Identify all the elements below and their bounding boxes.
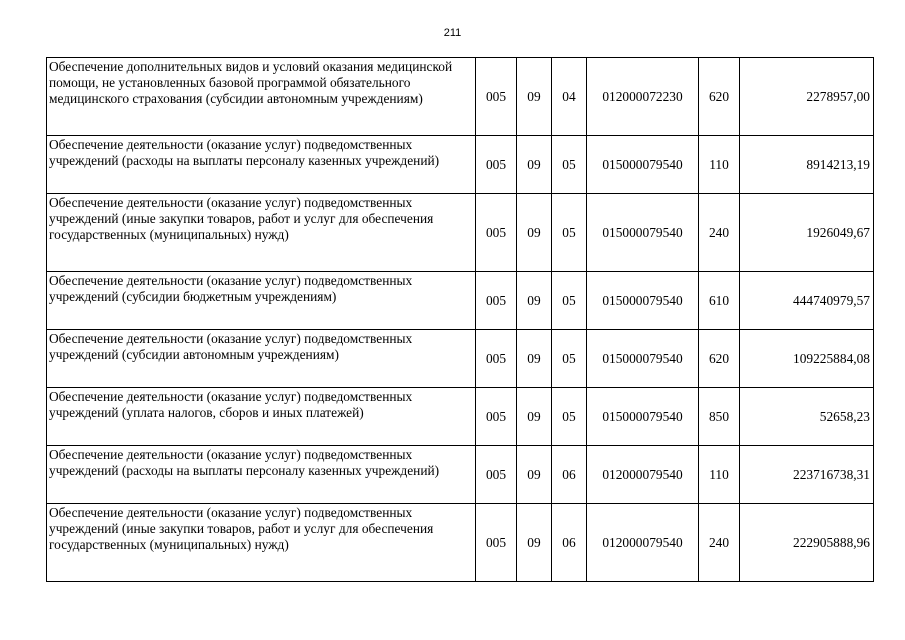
row-section-code: 09 <box>517 272 552 330</box>
page-number: 211 <box>443 27 462 39</box>
row-expense-type-code: 110 <box>699 446 740 504</box>
row-description: Обеспечение деятельности (оказание услуг) подведомственных учреждений (субсидии автономным учреждениям) <box>47 330 476 388</box>
row-amount: 444740979,57 <box>740 272 874 330</box>
row-subsection-code: 05 <box>552 330 587 388</box>
row-target-article-code: 015000079540 <box>587 388 699 446</box>
row-ved-code: 005 <box>476 504 517 582</box>
row-amount: 222905888,96 <box>740 504 874 582</box>
table-row <box>47 388 874 446</box>
row-amount: 2278957,00 <box>740 58 874 136</box>
row-subsection-code: 04 <box>552 58 587 136</box>
row-target-article-code: 012000079540 <box>587 446 699 504</box>
row-amount: 8914213,19 <box>740 136 874 194</box>
row-expense-type-code: 620 <box>699 58 740 136</box>
table-row <box>47 272 874 330</box>
row-subsection-code: 05 <box>552 194 587 272</box>
row-section-code: 09 <box>517 446 552 504</box>
row-expense-type-code: 610 <box>699 272 740 330</box>
row-section-code: 09 <box>517 504 552 582</box>
table-row <box>47 330 874 388</box>
row-ved-code: 005 <box>476 194 517 272</box>
row-section-code: 09 <box>517 136 552 194</box>
row-ved-code: 005 <box>476 136 517 194</box>
row-target-article-code: 015000079540 <box>587 136 699 194</box>
row-target-article-code: 015000079540 <box>587 330 699 388</box>
row-section-code: 09 <box>517 330 552 388</box>
row-ved-code: 005 <box>476 446 517 504</box>
row-description: Обеспечение деятельности (оказание услуг) подведомственных учреждений (субсидии бюджетным учреждениям) <box>47 272 476 330</box>
row-description: Обеспечение деятельности (оказание услуг) подведомственных учреждений (уплата налогов, сборов и иных платежей) <box>47 388 476 446</box>
row-subsection-code: 05 <box>552 388 587 446</box>
row-expense-type-code: 240 <box>699 194 740 272</box>
table-row <box>47 194 874 272</box>
row-target-article-code: 015000079540 <box>587 272 699 330</box>
row-description: Обеспечение дополнительных видов и условий оказания медицинской помощи, не установленных базовой программой обязательного медицинского страхования (субсидии автономным учреждениям) <box>47 58 476 136</box>
row-ved-code: 005 <box>476 58 517 136</box>
row-expense-type-code: 110 <box>699 136 740 194</box>
table-row <box>47 446 874 504</box>
row-section-code: 09 <box>517 58 552 136</box>
row-target-article-code: 012000079540 <box>587 504 699 582</box>
row-expense-type-code: 240 <box>699 504 740 582</box>
row-target-article-code: 012000072230 <box>587 58 699 136</box>
row-section-code: 09 <box>517 388 552 446</box>
table-row <box>47 504 874 582</box>
row-amount: 109225884,08 <box>740 330 874 388</box>
row-amount: 52658,23 <box>740 388 874 446</box>
row-subsection-code: 06 <box>552 446 587 504</box>
row-section-code: 09 <box>517 194 552 272</box>
row-subsection-code: 05 <box>552 272 587 330</box>
row-ved-code: 005 <box>476 330 517 388</box>
row-expense-type-code: 620 <box>699 330 740 388</box>
row-amount: 1926049,67 <box>740 194 874 272</box>
row-description: Обеспечение деятельности (оказание услуг) подведомственных учреждений (иные закупки товаров, работ и услуг для обеспечения государственных (муниципальных) нужд) <box>47 194 476 272</box>
table-row <box>47 58 874 136</box>
row-description: Обеспечение деятельности (оказание услуг) подведомственных учреждений (расходы на выплаты персоналу казенных учреждений) <box>47 446 476 504</box>
row-expense-type-code: 850 <box>699 388 740 446</box>
row-subsection-code: 05 <box>552 136 587 194</box>
row-description: Обеспечение деятельности (оказание услуг) подведомственных учреждений (расходы на выплаты персоналу казенных учреждений) <box>47 136 476 194</box>
row-amount: 223716738,31 <box>740 446 874 504</box>
row-description: Обеспечение деятельности (оказание услуг) подведомственных учреждений (иные закупки товаров, работ и услуг для обеспечения государственных (муниципальных) нужд) <box>47 504 476 582</box>
table-row <box>47 136 874 194</box>
budget-table <box>46 57 874 582</box>
row-target-article-code: 015000079540 <box>587 194 699 272</box>
row-ved-code: 005 <box>476 388 517 446</box>
row-subsection-code: 06 <box>552 504 587 582</box>
row-ved-code: 005 <box>476 272 517 330</box>
